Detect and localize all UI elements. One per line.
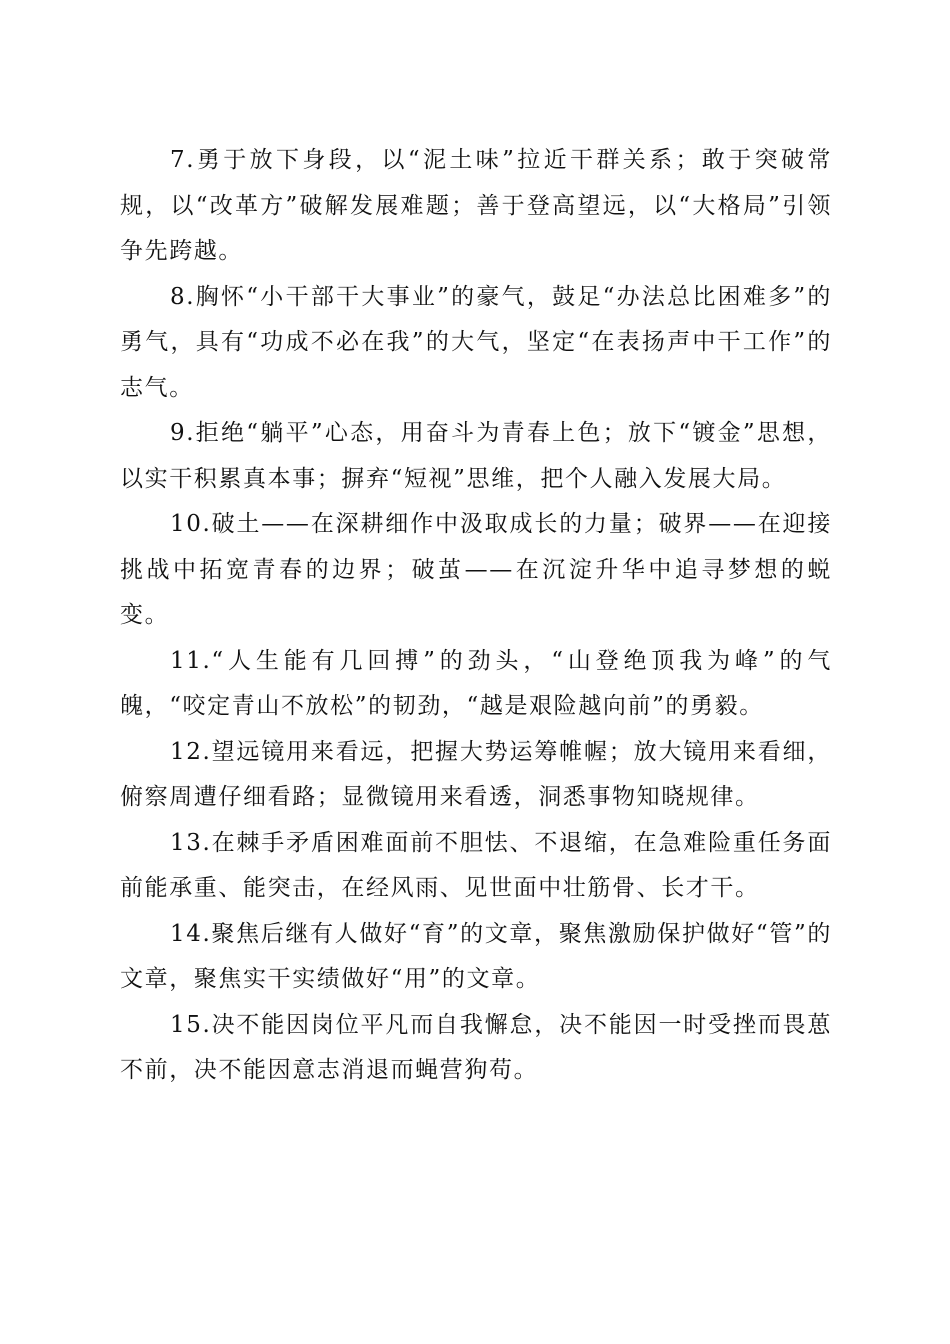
paragraph-11: 11.“人生能有几回搏”的劲头，“山登绝顶我为峰”的气魄，“咬定青山不放松”的韧劲，“越是艰险越向前”的勇毅。 bbox=[120, 647, 832, 719]
paragraph-7: 7.勇于放下身段，以“泥土味”拉近干群关系；敢于突破常规，以“改革方”破解发展难题；善于登高望远，以“大格局”引领争先跨越。 bbox=[120, 147, 832, 264]
paragraph-9: 9.拒绝“躺平”心态，用奋斗为青春上色；放下“镀金”思想，以实干积累真本事；摒弃“短视”思维，把个人融入发展大局。 bbox=[120, 420, 832, 492]
paragraph-13: 13.在棘手矛盾困难面前不胆怯、不退缩，在急难险重任务面前能承重、能突击，在经风雨、见世面中壮筋骨、长才干。 bbox=[120, 829, 832, 901]
paragraph-15: 15.决不能因岗位平凡而自我懈怠，决不能因一时受挫而畏葸不前，决不能因意志消退而蝇营狗苟。 bbox=[120, 1011, 832, 1083]
document-body bbox=[120, 138, 832, 1094]
paragraph-10: 10.破土——在深耕细作中汲取成长的力量；破界——在迎接挑战中拓宽青春的边界；破茧——在沉淀升华中追寻梦想的蜕变。 bbox=[120, 511, 832, 628]
paragraph-12: 12.望远镜用来看远，把握大势运筹帷幄；放大镜用来看细，俯察周遭仔细看路；显微镜用来看透，洞悉事物知晓规律。 bbox=[120, 738, 832, 810]
paragraph-14: 14.聚焦后继有人做好“育”的文章，聚焦激励保护做好“管”的文章，聚焦实干实绩做好“用”的文章。 bbox=[120, 920, 832, 992]
paragraph-8: 8.胸怀“小干部干大事业”的豪气，鼓足“办法总比困难多”的勇气，具有“功成不必在我”的大气，坚定“在表扬声中干工作”的志气。 bbox=[120, 283, 832, 401]
